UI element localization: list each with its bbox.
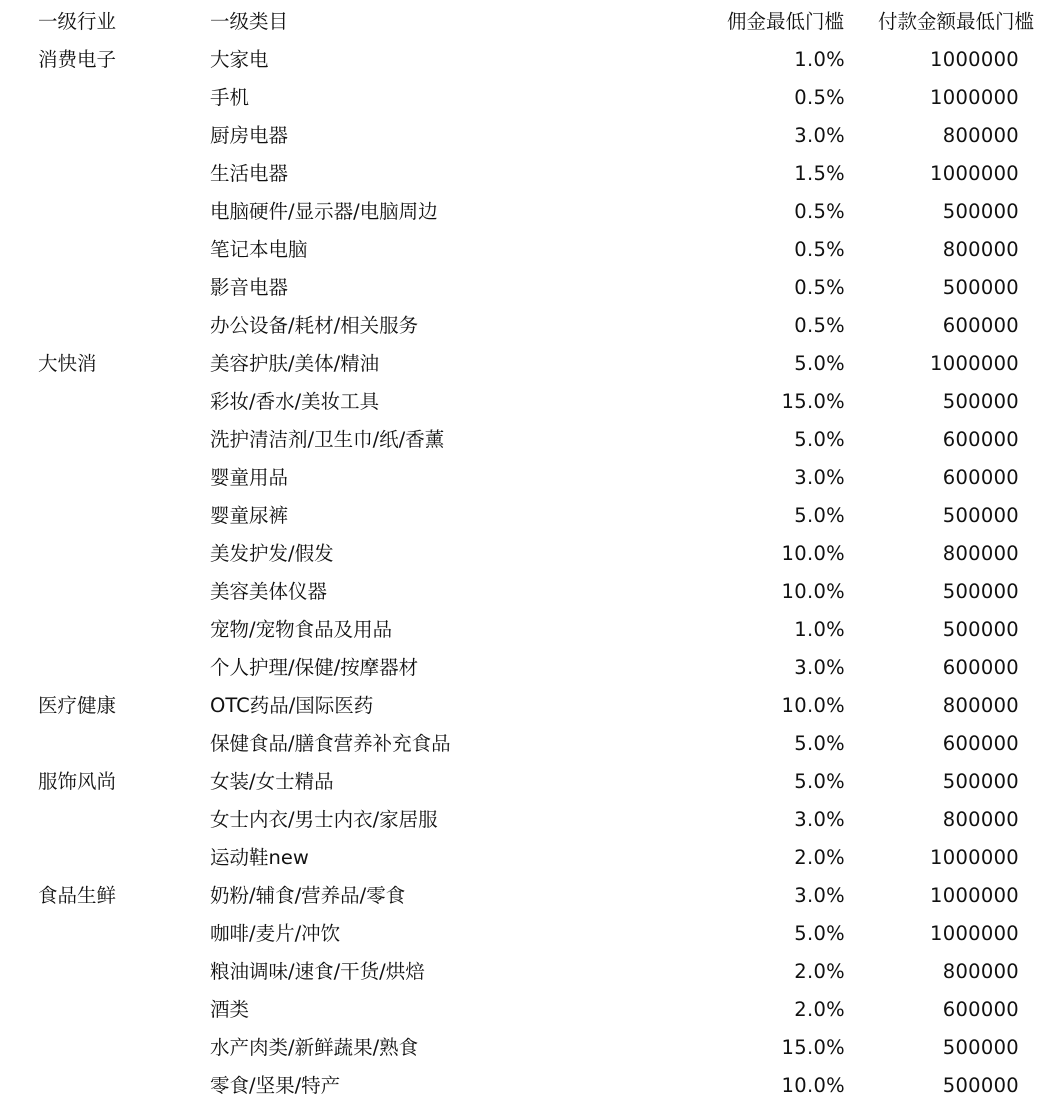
commission-cell: 0.5% <box>794 238 845 261</box>
commission-cell: 0.5% <box>794 86 845 109</box>
commission-cell: 5.0% <box>794 770 845 793</box>
category-cell: 女士内衣/男士内衣/家居服 <box>210 808 438 831</box>
category-cell: 酒类 <box>210 998 250 1021</box>
table-row <box>0 307 1046 345</box>
table-row <box>0 953 1046 991</box>
category-cell: 美发护发/假发 <box>210 542 334 565</box>
commission-cell: 3.0% <box>794 656 845 679</box>
category-cell: 运动鞋new <box>210 846 309 869</box>
category-cell: 洗护清洁剂/卫生巾/纸/香薰 <box>210 428 445 451</box>
table-row <box>0 611 1046 649</box>
category-cell: 个人护理/保健/按摩器材 <box>210 656 419 679</box>
payment-cell: 500000 <box>942 580 1019 603</box>
category-cell: 办公设备/耗材/相关服务 <box>210 314 419 337</box>
payment-cell: 1000000 <box>930 86 1019 109</box>
category-cell: 厨房电器 <box>210 124 289 147</box>
table-row <box>0 1029 1046 1067</box>
industry-cell: 消费电子 <box>38 48 117 71</box>
header-category: 一级类目 <box>210 10 289 33</box>
category-cell: OTC药品/国际医药 <box>210 694 374 717</box>
category-cell: 婴童尿裤 <box>210 504 289 527</box>
category-cell: 手机 <box>210 86 250 109</box>
table-row <box>0 155 1046 193</box>
payment-cell: 600000 <box>942 998 1019 1021</box>
payment-cell: 600000 <box>942 466 1019 489</box>
payment-cell: 1000000 <box>930 922 1019 945</box>
industry-cell: 食品生鲜 <box>38 884 117 907</box>
table-row <box>0 383 1046 421</box>
table-row <box>0 79 1046 117</box>
industry-cell: 大快消 <box>38 352 97 375</box>
table-row <box>0 1067 1046 1105</box>
table-body <box>0 41 1046 1105</box>
category-cell: 粮油调味/速食/干货/烘焙 <box>210 960 425 983</box>
category-cell: 美容美体仪器 <box>210 580 328 603</box>
commission-cell: 3.0% <box>794 808 845 831</box>
payment-cell: 1000000 <box>930 162 1019 185</box>
table-row <box>0 725 1046 763</box>
category-cell: 电脑硬件/显示器/电脑周边 <box>210 200 438 223</box>
category-cell: 影音电器 <box>210 276 289 299</box>
payment-cell: 600000 <box>942 732 1019 755</box>
payment-cell: 800000 <box>942 124 1019 147</box>
category-cell: 宠物/宠物食品及用品 <box>210 618 393 641</box>
commission-cell: 10.0% <box>781 542 845 565</box>
commission-cell: 1.0% <box>794 48 845 71</box>
table-row <box>0 877 1046 915</box>
payment-cell: 500000 <box>942 618 1019 641</box>
table-row <box>0 231 1046 269</box>
payment-cell: 500000 <box>942 504 1019 527</box>
category-cell: 咖啡/麦片/冲饮 <box>210 922 341 945</box>
table-row <box>0 421 1046 459</box>
table-row <box>0 991 1046 1029</box>
commission-cell: 3.0% <box>794 466 845 489</box>
payment-cell: 1000000 <box>930 846 1019 869</box>
commission-cell: 10.0% <box>781 580 845 603</box>
payment-cell: 500000 <box>942 200 1019 223</box>
table-row <box>0 345 1046 383</box>
category-cell: 笔记本电脑 <box>210 238 308 261</box>
table-row <box>0 801 1046 839</box>
category-cell: 婴童用品 <box>210 466 289 489</box>
payment-cell: 500000 <box>942 276 1019 299</box>
table-row <box>0 839 1046 877</box>
category-cell: 保健食品/膳食营养补充食品 <box>210 732 451 755</box>
payment-cell: 800000 <box>942 542 1019 565</box>
table-row <box>0 459 1046 497</box>
header-industry: 一级行业 <box>38 10 117 33</box>
commission-cell: 3.0% <box>794 124 845 147</box>
payment-cell: 1000000 <box>930 352 1019 375</box>
category-cell: 奶粉/辅食/营养品/零食 <box>210 884 406 907</box>
payment-cell: 1000000 <box>930 48 1019 71</box>
commission-cell: 3.0% <box>794 884 845 907</box>
table-row <box>0 573 1046 611</box>
payment-cell: 500000 <box>942 390 1019 413</box>
payment-cell: 800000 <box>942 694 1019 717</box>
commission-cell: 15.0% <box>781 1036 845 1059</box>
industry-cell: 医疗健康 <box>38 694 117 717</box>
commission-cell: 0.5% <box>794 200 845 223</box>
commission-cell: 1.5% <box>794 162 845 185</box>
payment-cell: 600000 <box>942 314 1019 337</box>
table-row <box>0 269 1046 307</box>
payment-cell: 600000 <box>942 656 1019 679</box>
payment-cell: 500000 <box>942 1074 1019 1097</box>
category-cell: 彩妆/香水/美妆工具 <box>210 390 380 413</box>
commission-cell: 5.0% <box>794 732 845 755</box>
payment-cell: 800000 <box>942 960 1019 983</box>
commission-cell: 0.5% <box>794 276 845 299</box>
commission-cell: 1.0% <box>794 618 845 641</box>
commission-cell: 2.0% <box>794 960 845 983</box>
industry-cell: 服饰风尚 <box>38 770 117 793</box>
commission-cell: 10.0% <box>781 694 845 717</box>
header-payment: 付款金额最低门槛 <box>877 10 1034 33</box>
category-cell: 零食/坚果/特产 <box>210 1074 341 1097</box>
category-cell: 美容护肤/美体/精油 <box>210 352 380 375</box>
category-cell: 大家电 <box>210 48 269 71</box>
table-row <box>0 193 1046 231</box>
header-commission: 佣金最低门槛 <box>726 10 844 33</box>
commission-cell: 2.0% <box>794 846 845 869</box>
category-cell: 女装/女士精品 <box>210 770 334 793</box>
table-row <box>0 497 1046 535</box>
table-row <box>0 649 1046 687</box>
commission-cell: 10.0% <box>781 1074 845 1097</box>
commission-cell: 15.0% <box>781 390 845 413</box>
payment-cell: 500000 <box>942 1036 1019 1059</box>
commission-cell: 5.0% <box>794 428 845 451</box>
payment-cell: 1000000 <box>930 884 1019 907</box>
payment-cell: 500000 <box>942 770 1019 793</box>
table-row <box>0 117 1046 155</box>
category-cell: 水产肉类/新鲜蔬果/熟食 <box>210 1036 419 1059</box>
table-row <box>0 915 1046 953</box>
commission-cell: 2.0% <box>794 998 845 1021</box>
commission-cell: 0.5% <box>794 314 845 337</box>
payment-cell: 600000 <box>942 428 1019 451</box>
threshold-table <box>0 3 1046 1105</box>
commission-cell: 5.0% <box>794 504 845 527</box>
payment-cell: 800000 <box>942 238 1019 261</box>
table-row <box>0 763 1046 801</box>
category-cell: 生活电器 <box>210 162 289 185</box>
payment-cell: 800000 <box>942 808 1019 831</box>
table-row <box>0 687 1046 725</box>
table-row <box>0 41 1046 79</box>
commission-cell: 5.0% <box>794 352 845 375</box>
table-header-row <box>0 3 1046 41</box>
commission-cell: 5.0% <box>794 922 845 945</box>
table-row <box>0 535 1046 573</box>
